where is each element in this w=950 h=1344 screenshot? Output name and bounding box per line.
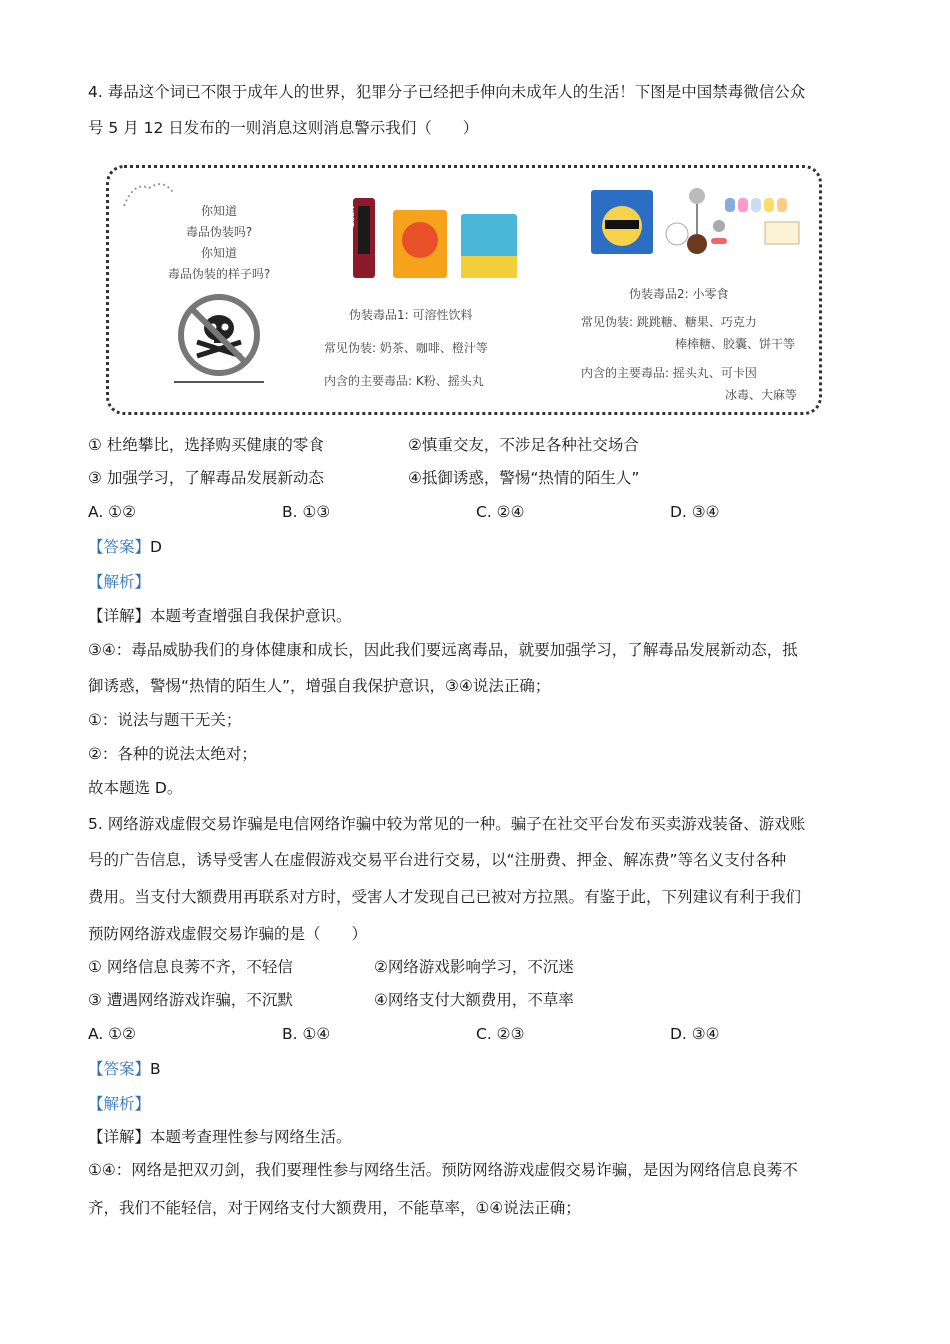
fig-mid-drugs: 内含的主要毒品: K粉、摇头丸: [324, 374, 484, 388]
fig-bag-label: NERT: [346, 206, 355, 227]
fig-left-line2: 毒品伪装吗?: [185, 225, 253, 239]
q5-choice2: ②网络游戏影响学习，不沉迷: [374, 958, 574, 976]
q4-stem-line2: 号 5 月 12 日发布的一则消息这则消息警示我们（ ）: [88, 119, 479, 137]
q5-stem-line3: 费用。当支付大额费用再联系对方时，受害人才发现自己已被对方拉黑。有鉴于此，下列建议有利于我们: [88, 888, 802, 906]
q5-option-a: A. ①②: [88, 1025, 136, 1043]
q4-detail-row: [88, 606, 352, 626]
q5-option-b: B. ①④: [282, 1025, 331, 1043]
snack-drugs-icon: [587, 186, 807, 276]
detail-tag: 【详解】: [88, 607, 151, 625]
fig-right-title: 伪装毒品2: 小零食: [629, 287, 729, 301]
answer-value: B: [150, 1060, 161, 1078]
q4-explanation-1: ③④：毒品威胁我们的身体健康和成长，因此我们要远离毒品，就要加强学习，了解毒品发展新动态，抵: [88, 641, 798, 659]
detail-text: 本题考查理性参与网络生活。: [150, 1128, 352, 1146]
q5-explanation-2: 齐，我们不能轻信，对于网络支付大额费用，不能草率，①④说法正确；: [88, 1199, 581, 1217]
fig-left-line4: 毒品伪装的样子吗?: [167, 267, 271, 281]
q4-choice1: ① 杜绝攀比，选择购买健康的零食: [88, 436, 324, 454]
answer-tag: 【答案】: [88, 1060, 151, 1078]
q4-explanation-3: ①：说法与题干无关；: [88, 711, 242, 729]
q5-choice3: ③ 遭遇网络游戏诈骗，不沉默: [88, 991, 293, 1009]
q5-explanation-1: ①④：网络是把双刃剑，我们要理性参与网络生活。预防网络游戏虚假交易诈骗，是因为网络信息良莠不: [88, 1161, 798, 1179]
fig-left-line1: 你知道: [200, 204, 237, 218]
q4-explanation-5: 故本题选 D。: [88, 779, 183, 797]
q4-choice3: ③ 加强学习，了解毒品发展新动态: [88, 469, 324, 487]
fig-right-disguise-2: 棒棒糖、胶囊、饼干等: [675, 337, 796, 351]
q5-choice1: ① 网络信息良莠不齐，不轻信: [88, 958, 293, 976]
q5-answer-row: [88, 1059, 161, 1079]
q4-analysis-tag: 【解析】: [88, 573, 151, 591]
detail-text: 本题考查增强自我保护意识。: [150, 607, 352, 625]
q4-choice4: ④抵御诱惑，警惕“热情的陌生人”: [408, 469, 640, 487]
q5-stem-line1: 5. 网络游戏虚假交易诈骗是电信网络诈骗中较为常见的一种。骗子在社交平台发布买卖游戏装备、游戏账: [88, 815, 806, 833]
q4-choice2: ②慎重交友，不涉足各种社交场合: [408, 436, 639, 454]
q5-option-d: D. ③④: [670, 1025, 720, 1043]
q4-stem-line1: 4. 毒品这个词已不限于成年人的世界，犯罪分子已经把手伸向未成年人的生活！下图是中国禁毒微信公众: [88, 83, 806, 101]
q4-option-d: D. ③④: [670, 503, 720, 521]
answer-tag: 【答案】: [88, 538, 151, 556]
q4-option-c: C. ②④: [476, 503, 525, 521]
fig-mid-disguise: 常见伪装: 奶茶、咖啡、橙汁等: [324, 341, 488, 355]
answer-value: D: [150, 538, 162, 556]
fig-right-drugs-2: 冰毒、大麻等: [725, 388, 798, 402]
q4-explanation-4: ②：各种的说法太绝对；: [88, 745, 257, 763]
q5-stem-line2: 号的广告信息，诱导受害人在虚假游戏交易平台进行交易，以“注册费、押金、解冻费”等名义支付各种: [88, 851, 787, 869]
q4-explanation-2: 御诱惑，警惕“热情的陌生人”，增强自我保护意识，③④说法正确；: [88, 677, 551, 695]
q5-stem-line4: 预防网络游戏虚假交易诈骗的是（ ）: [88, 925, 368, 943]
q4-option-a: A. ①②: [88, 503, 136, 521]
q4-answer-row: [88, 537, 162, 557]
q5-detail-row: [88, 1127, 352, 1147]
detail-tag: 【详解】: [88, 1128, 151, 1146]
fig-left-line3: 你知道: [200, 246, 237, 260]
q4-option-b: B. ①③: [282, 503, 331, 521]
no-drugs-skull-icon: [169, 290, 269, 390]
q5-analysis-tag: 【解析】: [88, 1095, 151, 1113]
fig-right-drugs-1: 内含的主要毒品: 摇头丸、可卡因: [581, 366, 757, 380]
fig-right-disguise-1: 常见伪装: 跳跳糖、糖果、巧克力: [581, 315, 757, 329]
q5-option-c: C. ②③: [476, 1025, 525, 1043]
q5-choice4: ④网络支付大额费用，不草率: [374, 991, 574, 1009]
q4-figure: [106, 165, 822, 415]
drink-packets-icon: [349, 196, 529, 282]
fig-mid-title: 伪装毒品1: 可溶性饮料: [349, 308, 473, 322]
